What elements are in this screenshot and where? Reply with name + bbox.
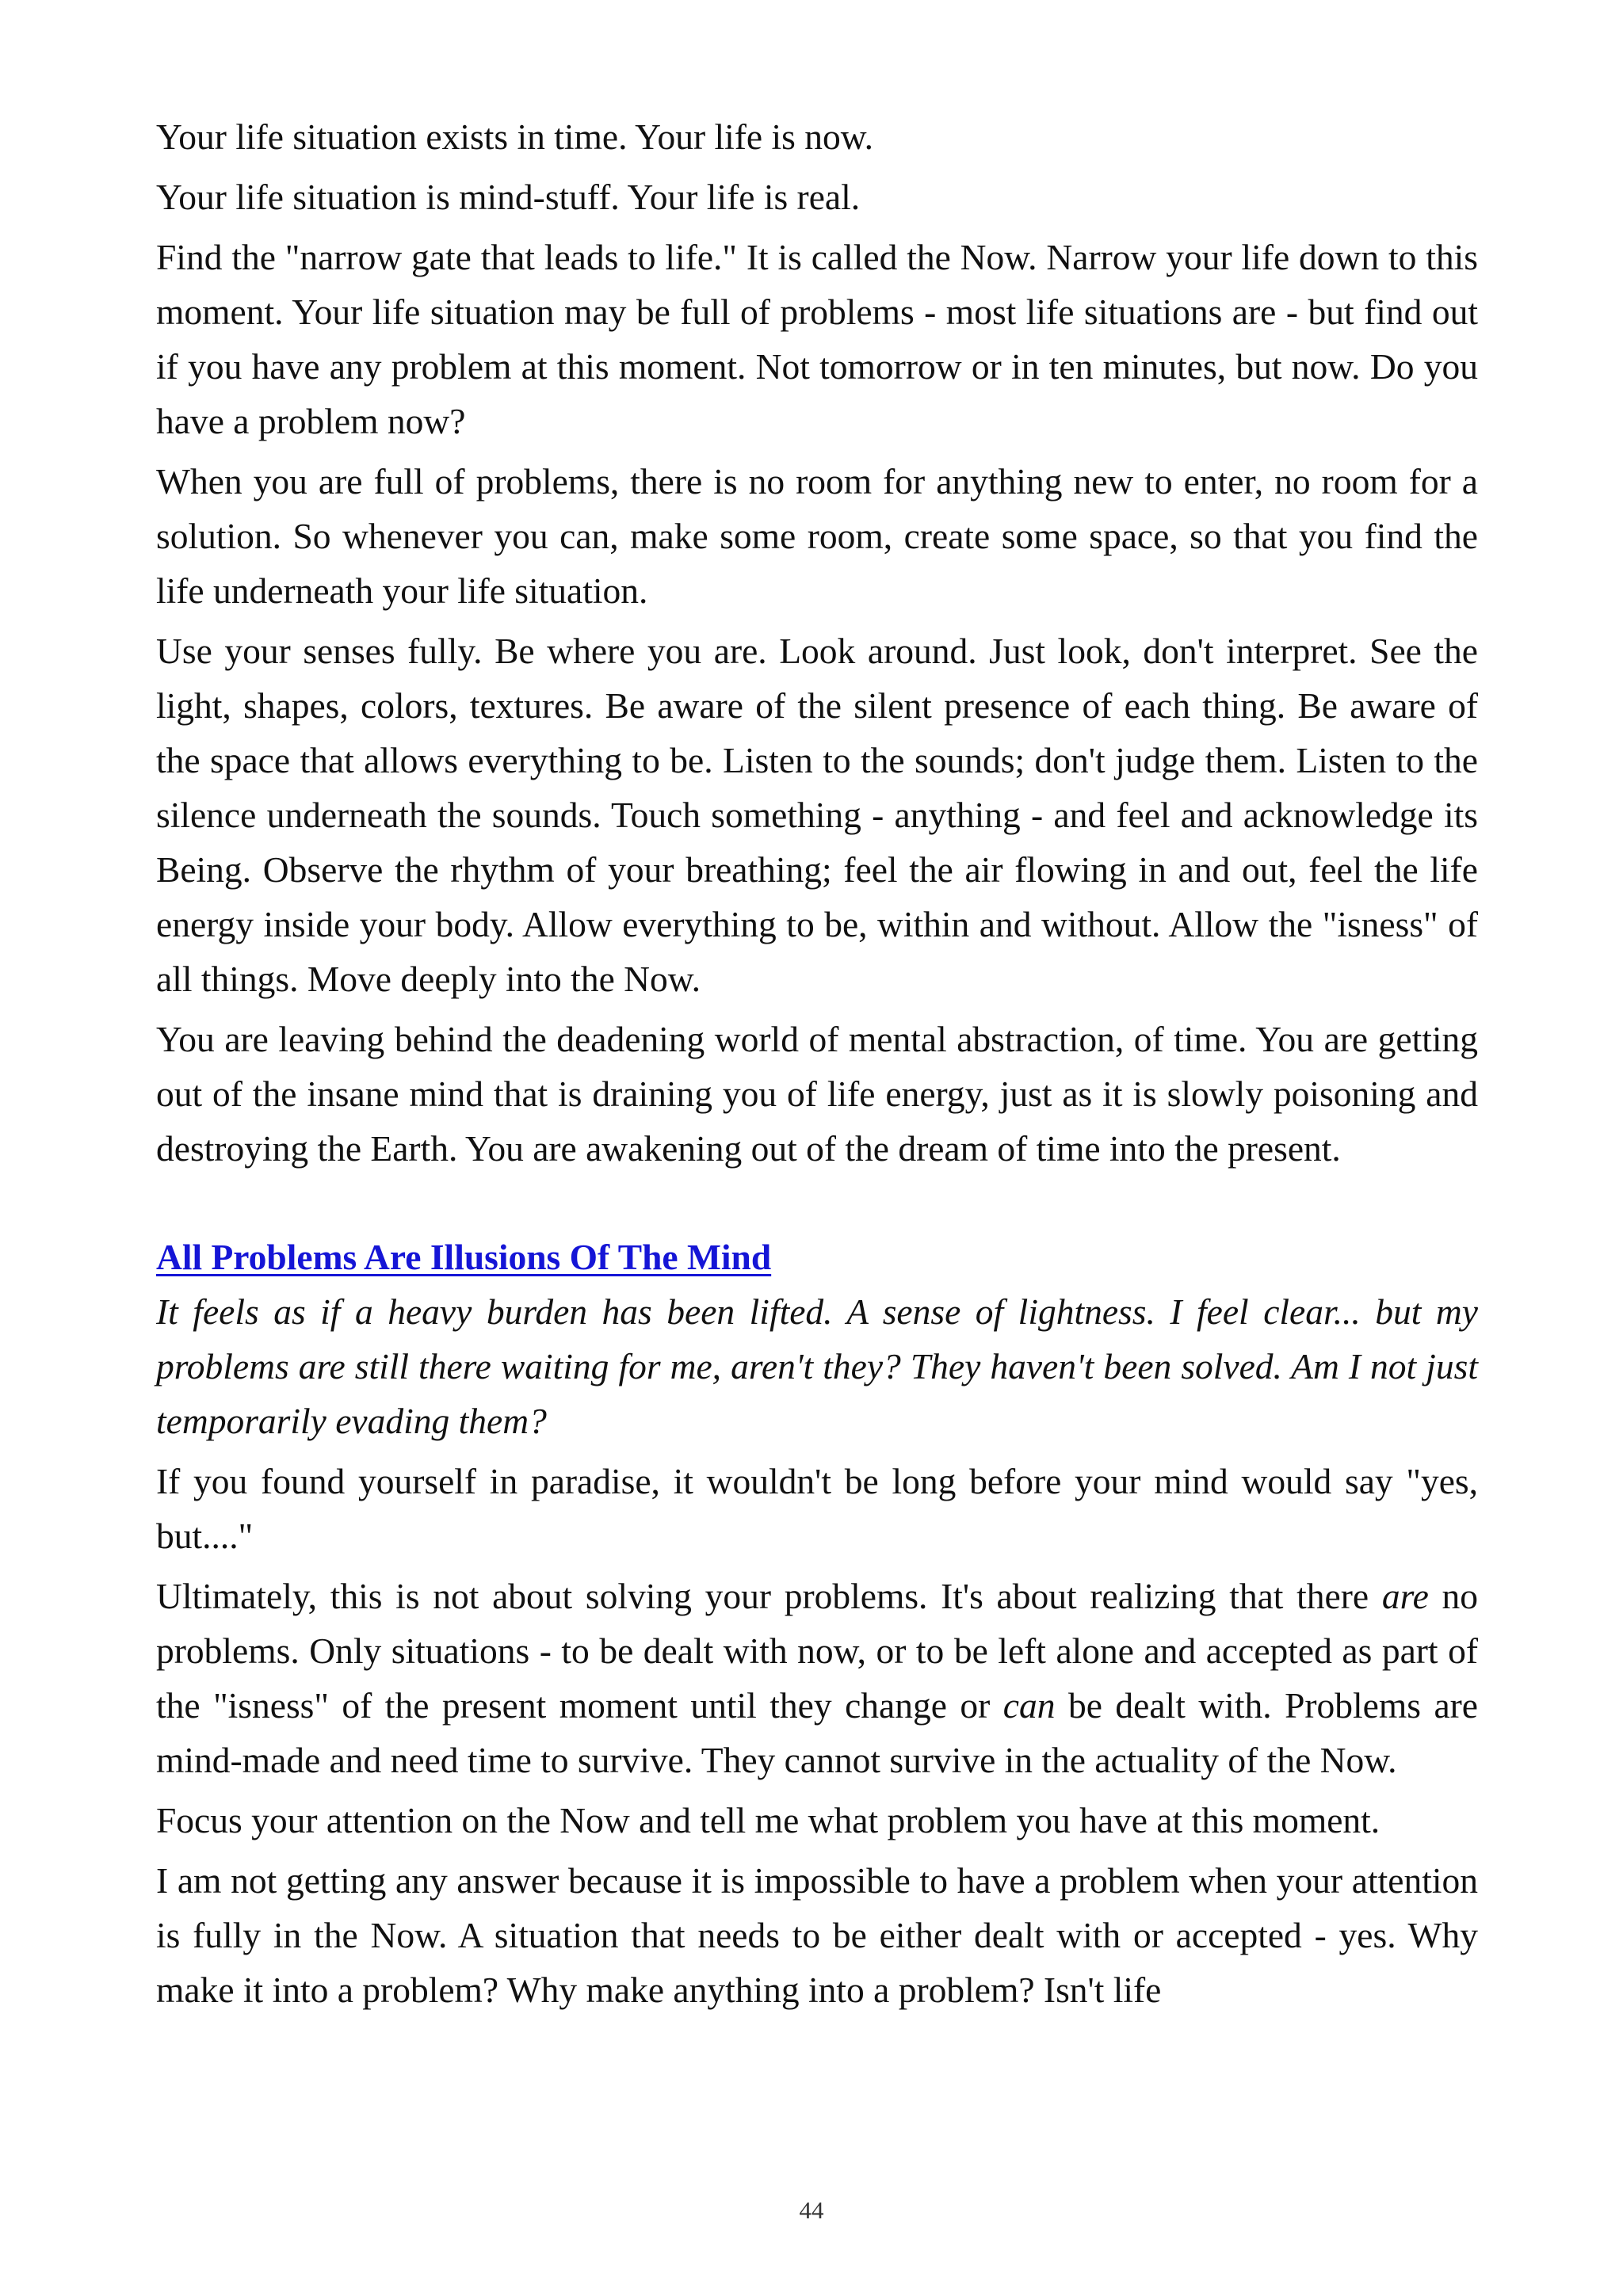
page-number: 44 (799, 2196, 824, 2224)
emphasis: are (1381, 1576, 1429, 1616)
question-paragraph: It feels as if a heavy burden has been lifted. A sense of lightness. I feel clear... but my problems are still there waiting for me, aren't they? They haven't been solved. Am I not just temporarily evading them? (156, 1291, 1478, 1441)
text-run: Ultimately, this is not about solving your problems. It's about realizing that there (156, 1576, 1382, 1616)
paragraph: Focus your attention on the Now and tell me what problem you have at this moment. (156, 1800, 1381, 1840)
emphasis: can (1002, 1685, 1056, 1726)
page-content (156, 109, 1478, 2023)
paragraph: Find the "narrow gate that leads to life." It is called the Now. Narrow your life down to this moment. Your life situation may be full of problems - most life situations are - but find out if you have any problem at this moment. Not tomorrow or in ten minutes, but now. Do you have a problem now? (156, 237, 1478, 441)
paragraph: Your life situation exists in time. Your life is now. (156, 116, 873, 157)
paragraph: Your life situation is mind-stuff. Your life is real. (156, 177, 861, 217)
text-run: no problems. Only situations - to be dealt with now, or to be left alone and accepted as part of the "isness" of the present moment until they change or (156, 1576, 1479, 1726)
paragraph: Use your senses fully. Be where you are. Look around. Just look, don't interpret. See the light, shapes, colors, textures. Be aware of the silent presence of each thing. Be aware of the space that allows everything to be. Listen to the sounds; don't judge them. Listen to the silence underneath the sounds. Touch something - anything - and feel and acknowledge its Being. Observe the rhythm of your breathing; feel the air flowing in and out, feel the life energy inside your body. Allow everything to be, within and without. Allow the "isness" of all things. Move deeply into the Now. (156, 631, 1478, 999)
paragraph (156, 1569, 1478, 1787)
paragraph: You are leaving behind the deadening world of mental abstraction, of time. You are getting out of the insane mind that is draining you of life energy, just as it is slowly poisoning and destroying the Earth. You are awakening out of the dream of time into the present. (156, 1019, 1478, 1169)
paragraph: I am not getting any answer because it is impossible to have a problem when your attention is fully in the Now. A situation that needs to be either dealt with or accepted - yes. Why make it into a problem? Why make anything into a problem? Isn't life (156, 1860, 1478, 2010)
paragraph: If you found yourself in paradise, it wouldn't be long before your mind would say "yes, but...." (156, 1461, 1478, 1556)
section-heading-link[interactable]: All Problems Are Illusions Of The Mind (156, 1237, 772, 1277)
paragraph: When you are full of problems, there is no room for anything new to enter, no room for a solution. So whenever you can, make some room, create some space, so that you find the life underneath your life situation. (156, 461, 1478, 611)
text-run: be dealt with. Problems are mind-made and need time to survive. They cannot survive in the actuality of the Now. (156, 1685, 1478, 1780)
